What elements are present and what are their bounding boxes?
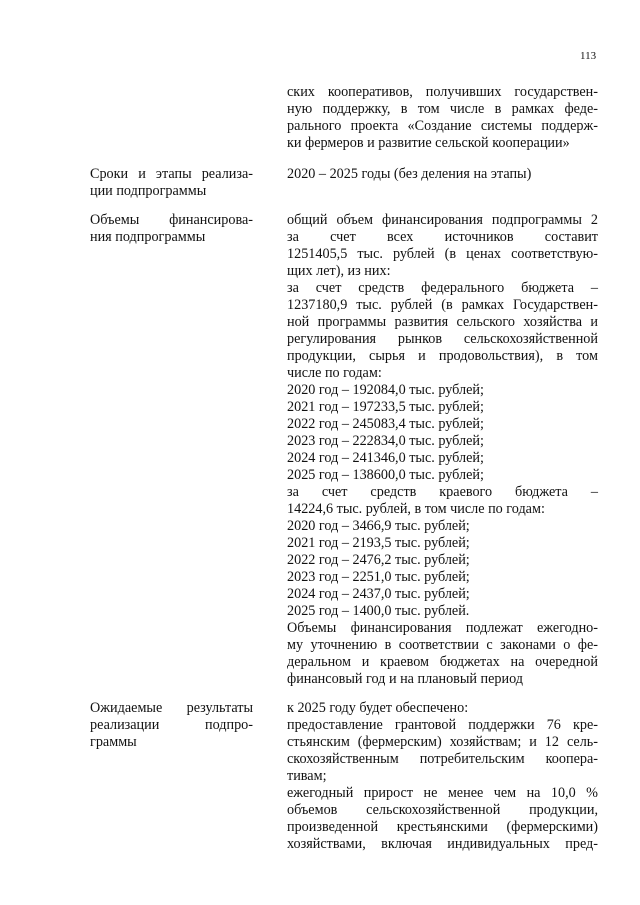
funding-line: 2020 год – 3466,9 тыс. рублей; xyxy=(287,518,470,534)
funding-label: ния подпрограммы xyxy=(90,229,206,245)
continuation-line: ную поддержку, в том числе в рамках феде- xyxy=(287,101,598,117)
results-label: граммы xyxy=(90,734,137,750)
continuation-line: рального проекта «Создание системы поддерж- xyxy=(287,118,598,134)
page-number: 113 xyxy=(580,50,597,62)
funding-line: 14224,6 тыс. рублей, в том числе по годам: xyxy=(287,501,545,517)
results-label: Ожидаемые результаты xyxy=(90,700,253,716)
terms-label: ции подпрограммы xyxy=(90,183,207,199)
funding-label: Объемы финансирова- xyxy=(90,212,253,228)
results-line: скохозяйственным потребительским коопера- xyxy=(287,751,598,767)
results-line: объемов сельскохозяйственной продукции, xyxy=(287,802,598,818)
terms-value: 2020 – 2025 годы (без деления на этапы) xyxy=(287,166,532,182)
funding-line: 2021 год – 2193,5 тыс. рублей; xyxy=(287,535,470,551)
results-line: ежегодный прирост не менее чем на 10,0 % xyxy=(287,785,598,801)
funding-line: 2024 год – 2437,0 тыс. рублей; xyxy=(287,586,470,602)
funding-line: 2023 год – 222834,0 тыс. рублей; xyxy=(287,433,484,449)
funding-line: 2025 год – 138600,0 тыс. рублей; xyxy=(287,467,484,483)
funding-line: за счет средств федерального бюджета – xyxy=(287,280,598,296)
results-line: стьянским (фермерским) хозяйствам; и 12 сель- xyxy=(287,734,598,750)
funding-line: 2022 год – 2476,2 тыс. рублей; xyxy=(287,552,470,568)
funding-line: деральном и краевом бюджетах на очередной xyxy=(287,654,598,670)
funding-line: 1237180,9 тыс. рублей (в рамках Государствен- xyxy=(287,297,598,313)
funding-line: 2024 год – 241346,0 тыс. рублей; xyxy=(287,450,484,466)
funding-line: продукции, сырья и продовольствия), в том xyxy=(287,348,598,364)
results-line: тивам; xyxy=(287,768,327,784)
results-label: реализации подпро- xyxy=(90,717,253,733)
funding-line: за счет всех источников составит xyxy=(287,229,598,245)
results-line: произведенной крестьянскими (фермерскими) xyxy=(287,819,598,835)
funding-line: за счет средств краевого бюджета – xyxy=(287,484,598,500)
funding-line: щих лет), из них: xyxy=(287,263,391,279)
terms-label: Сроки и этапы реализа- xyxy=(90,166,253,182)
results-line: предоставление грантовой поддержки 76 кре- xyxy=(287,717,598,733)
funding-line: общий объем финансирования подпрограммы 2 xyxy=(287,212,598,228)
funding-line: 2025 год – 1400,0 тыс. рублей. xyxy=(287,603,470,619)
funding-line: 2020 год – 192084,0 тыс. рублей; xyxy=(287,382,484,398)
funding-line: финансовый год и на плановый период xyxy=(287,671,524,687)
results-line: к 2025 году будет обеспечено: xyxy=(287,700,469,716)
funding-line: Объемы финансирования подлежат ежегодно- xyxy=(287,620,598,636)
funding-line: 2023 год – 2251,0 тыс. рублей; xyxy=(287,569,470,585)
funding-line: 1251405,5 тыс. рублей (в ценах соответствую- xyxy=(287,246,598,262)
funding-line: регулирования рынков сельскохозяйственной xyxy=(287,331,598,347)
funding-line: 2022 год – 245083,4 тыс. рублей; xyxy=(287,416,484,432)
funding-line: 2021 год – 197233,5 тыс. рублей; xyxy=(287,399,484,415)
funding-line: ной программы развития сельского хозяйства и xyxy=(287,314,598,330)
results-line: хозяйствами, включая индивидуальных пред- xyxy=(287,836,598,852)
funding-line: му уточнению в соответствии с законами о фе- xyxy=(287,637,598,653)
continuation-line: ки фермеров и развитие сельской кооперации» xyxy=(287,135,570,151)
continuation-line: ских кооперативов, получивших государствен- xyxy=(287,84,598,100)
funding-line: числе по годам: xyxy=(287,365,382,381)
